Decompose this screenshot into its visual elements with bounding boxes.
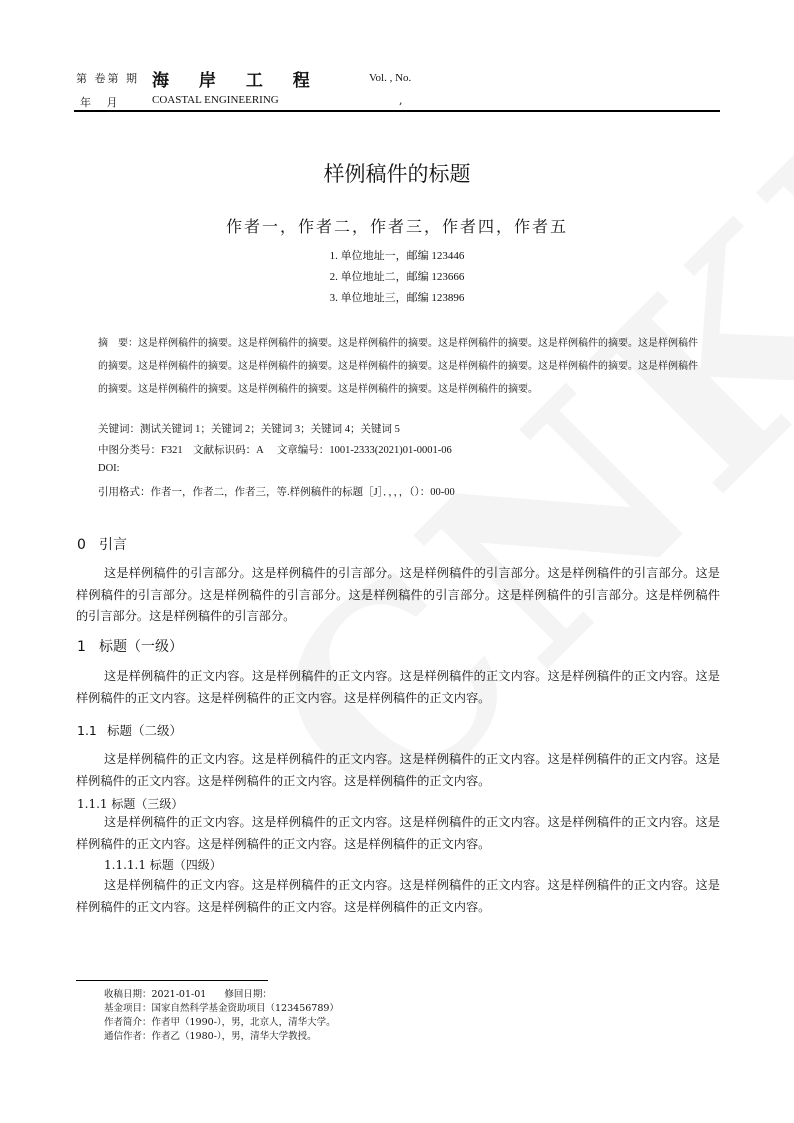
doi-label: DOI: <box>98 463 120 474</box>
affiliation-item: 3. 单位地址三，邮编 123896 <box>329 292 465 304</box>
section-title: 引言 <box>99 537 127 553</box>
citation-line <box>98 484 718 499</box>
doc-code-value: A <box>256 445 264 456</box>
corresponding-text: 作者乙（1980-），男，清华大学教授。 <box>151 1031 317 1042</box>
keywords-text: 测试关键词 1；关键词 2；关键词 3；关键词 4；关键词 5 <box>140 424 400 435</box>
corresponding-label: 通信作者： <box>104 1031 152 1042</box>
doi-line <box>98 463 718 474</box>
body-paragraph: 这是样例稿件的正文内容。这是样例稿件的正文内容。这是样例稿件的正文内容。这是样例稿件的正文内容。这是样例稿件的正文内容。这是样例稿件的正文内容。这是样例稿件的正文内容。 <box>76 815 720 851</box>
footnote-rule <box>76 980 268 981</box>
section-number: 1 <box>77 639 86 655</box>
date-line: 年 月 <box>80 96 124 109</box>
issue-line: 第 卷第 期 <box>76 72 139 85</box>
clc-value: F321 <box>161 445 183 456</box>
clc-label: 中图分类号： <box>98 444 161 456</box>
citation-label: 引用格式： <box>98 486 151 498</box>
affiliation-item: 1. 单位地址一，邮编 123446 <box>329 250 465 262</box>
abstract <box>98 332 704 401</box>
journal-name-cn: 海 岸 工 程 <box>152 71 322 91</box>
section-number: 1.1 <box>77 723 97 738</box>
header-comma: , <box>399 94 403 107</box>
section-number: 0 <box>77 537 86 553</box>
paper-title: 样例稿件的标题 <box>323 162 471 186</box>
citation-text: 作者一，作者二，作者三，等.样例稿件的标题［J］．，，，（）：00-00 <box>150 487 455 498</box>
section-title: 标题（二级） <box>107 723 183 738</box>
body-paragraph: 这是样例稿件的正文内容。这是样例稿件的正文内容。这是样例稿件的正文内容。这是样例稿件的正文内容。这是样例稿件的正文内容。这是样例稿件的正文内容。这是样例稿件的正文内容。 <box>76 669 720 705</box>
received-date: 2021-01-01 <box>151 989 207 1000</box>
body-paragraph: 这是样例稿件的正文内容。这是样例稿件的正文内容。这是样例稿件的正文内容。这是样例稿件的正文内容。这是样例稿件的正文内容。这是样例稿件的正文内容。这是样例稿件的正文内容。 <box>76 878 720 914</box>
keywords-label: 关键词： <box>98 423 140 435</box>
section-heading-0 <box>77 534 127 554</box>
section-heading-1 <box>77 636 183 656</box>
footnote-corresponding <box>104 1030 317 1044</box>
abstract-label: 摘 要： <box>98 338 138 349</box>
section-title: 标题（一级） <box>99 639 183 655</box>
section-heading-1-1-1-1: 1.1.1.1 标题（四级） <box>104 858 222 872</box>
volume-number: Vol. , No. <box>369 72 412 84</box>
fund-label: 基金项目： <box>104 1003 152 1014</box>
bio-text: 作者甲（1990-），男，北京人，清华大学。 <box>151 1017 336 1028</box>
body-paragraph: 这是样例稿件的正文内容。这是样例稿件的正文内容。这是样例稿件的正文内容。这是样例稿件的正文内容。这是样例稿件的正文内容。这是样例稿件的正文内容。这是样例稿件的正文内容。 <box>76 752 720 788</box>
section-heading-1-1 <box>77 721 182 739</box>
affiliation-list <box>0 250 794 313</box>
classification-line <box>98 442 718 457</box>
section-heading-1-1-1: 1.1.1 标题（三级） <box>77 797 184 811</box>
received-label: 收稿日期： <box>104 989 152 1000</box>
doc-code-label: 文献标识码： <box>193 444 257 456</box>
keywords <box>98 421 718 436</box>
header-rule <box>74 110 720 112</box>
footnote-bio <box>104 1016 336 1030</box>
intro-paragraph: 这是样例稿件的引言部分。这是样例稿件的引言部分。这是样例稿件的引言部分。这是样例稿件的引言部分。这是样例稿件的引言部分。这是样例稿件的引言部分。这是样例稿件的引言部分。这是样例稿件的引言部分。这是样例稿件的引言部分。这是样例稿件的引言部分。 <box>76 566 720 623</box>
author-list: 作者一，作者二，作者三，作者四，作者五 <box>225 217 568 236</box>
abstract-text: 这是样例稿件的摘要。这是样例稿件的摘要。这是样例稿件的摘要。这是样例稿件的摘要。这是样例稿件的摘要。这是样例稿件的摘要。这是样例稿件的摘要。这是样例稿件的摘要。这是样例稿件的摘要。这是样例稿件的摘要。这是样例稿件的摘要。这是样例稿件的摘要。这是样例稿件的摘要。这是样例稿件的摘要。这是样例稿件的摘要。这是样例稿件的摘要。 <box>98 338 698 395</box>
bio-label: 作者简介： <box>104 1017 152 1028</box>
article-number-label: 文章编号： <box>276 444 330 456</box>
fund-text: 国家自然科学基金资助项目（123456789） <box>151 1003 339 1014</box>
footnote-dates <box>104 988 272 1002</box>
affiliation-item: 2. 单位地址二，邮编 123666 <box>329 271 465 283</box>
footnote-fund <box>104 1002 339 1016</box>
article-number-value: 1001-2333(2021)01-0001-06 <box>329 445 452 456</box>
revised-label: 修回日期： <box>224 989 272 1000</box>
journal-name-en: COASTAL ENGINEERING <box>152 94 279 106</box>
